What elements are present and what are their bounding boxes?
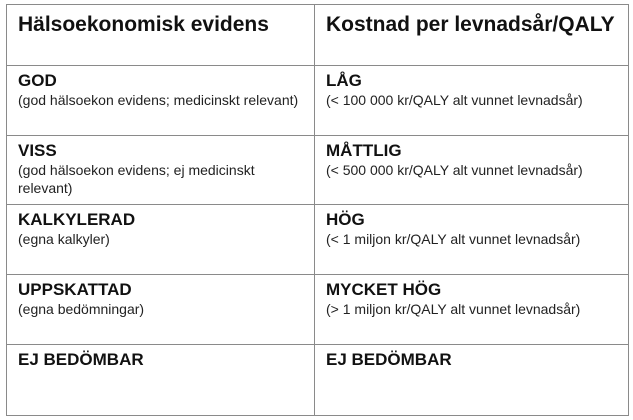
cost-term: MYCKET HÖG (326, 280, 442, 300)
table-row (7, 205, 629, 275)
header-cost: Kostnad per levnadsår/QALY (315, 5, 629, 66)
evidence-cell (7, 345, 315, 416)
cost-cell (315, 205, 629, 275)
table-row (7, 345, 629, 416)
evidence-term: GOD (18, 70, 57, 90)
evidence-cell (7, 275, 315, 345)
evidence-term: UPPSKATTAD (18, 280, 132, 300)
cost-desc: (< 500 000 kr/QALY alt vunnet levnadsår) (326, 161, 583, 178)
cost-cell (315, 65, 629, 135)
evidence-cell (7, 135, 315, 205)
cost-desc: (< 1 miljon kr/QALY alt vunnet levnadsår) (326, 231, 581, 248)
evidence-term: KALKYLERAD (18, 210, 136, 230)
evidence-cost-table-container (6, 4, 628, 416)
evidence-desc: (egna kalkyler) (18, 231, 110, 248)
evidence-term: VISS (18, 140, 57, 160)
header-evidence: Hälsoekonomisk evidens (7, 5, 315, 66)
table-row (7, 275, 629, 345)
evidence-desc: (god hälsoekon evidens; ej medicinskt relevant) (18, 161, 255, 196)
header-row (7, 5, 629, 66)
cost-cell (315, 345, 629, 416)
table-row (7, 135, 629, 205)
evidence-cell (7, 65, 315, 135)
cost-desc: (< 100 000 kr/QALY alt vunnet levnadsår) (326, 91, 583, 108)
cost-term: MÅTTLIG (326, 140, 402, 160)
evidence-cell (7, 205, 315, 275)
cost-cell (315, 275, 629, 345)
cost-cell (315, 135, 629, 205)
evidence-desc: (god hälsoekon evidens; medicinskt relevant) (18, 91, 299, 108)
evidence-cost-table (6, 4, 629, 416)
table-row (7, 65, 629, 135)
evidence-term: EJ BEDÖMBAR (18, 350, 144, 370)
cost-desc: (> 1 miljon kr/QALY alt vunnet levnadsår) (326, 301, 581, 318)
evidence-desc: (egna bedömningar) (18, 301, 145, 318)
cost-term: HÖG (326, 210, 365, 230)
cost-term: LÅG (326, 70, 362, 90)
cost-term: EJ BEDÖMBAR (326, 350, 452, 370)
